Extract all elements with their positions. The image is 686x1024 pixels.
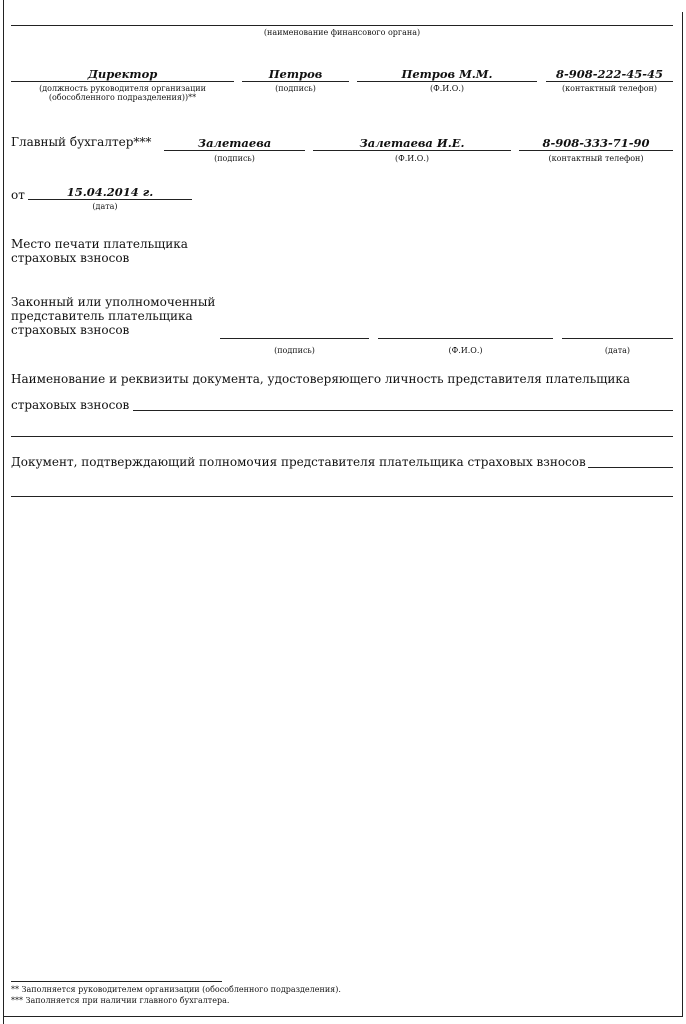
seal-label-line2: страховых взносов (11, 251, 130, 265)
page-border-left (3, 0, 4, 1024)
representative-signature-caption: (подпись) (274, 346, 315, 355)
representative-signature-line[interactable] (220, 338, 369, 339)
accountant-phone-value[interactable]: 8-908-333-71-90 (542, 136, 650, 150)
director-position-value[interactable]: Директор (87, 67, 158, 81)
director-phone-line (546, 81, 673, 82)
director-name-value[interactable]: Петров М.М. (401, 67, 493, 81)
identity-doc-label-line1: Наименование и реквизиты документа, удостоверяющего личность представителя плательщика (11, 372, 631, 386)
director-position-line (11, 81, 234, 82)
identity-doc-field-line[interactable] (133, 410, 673, 411)
footnote-1: ** Заполняется руководителем организации (обособленного подразделения). (11, 985, 341, 994)
financial-organ-line (11, 25, 673, 26)
footnote-2: *** Заполняется при наличии главного бухгалтера. (11, 996, 230, 1005)
director-signature-value[interactable]: Петров (268, 67, 323, 81)
identity-doc-field-line-2[interactable] (11, 436, 673, 437)
accountant-signature-value[interactable]: Залетаева (197, 136, 272, 150)
authority-doc-field-line[interactable] (588, 467, 673, 468)
director-position-caption-1: (должность руководителя организации (39, 84, 206, 93)
representative-name-caption: (Ф.И.О.) (448, 346, 483, 355)
director-signature-caption: (подпись) (275, 84, 316, 93)
director-name-line (357, 81, 537, 82)
accountant-name-value[interactable]: Залетаева И.Е. (359, 136, 465, 150)
date-prefix: от (11, 188, 25, 202)
representative-date-caption: (дата) (604, 346, 631, 355)
accountant-name-line (313, 150, 511, 151)
date-caption: (дата) (92, 202, 118, 211)
seal-label-line1: Место печати плательщика (11, 237, 188, 251)
page-border-right (682, 12, 683, 1017)
director-phone-value[interactable]: 8-908-222-45-45 (555, 67, 664, 81)
representative-label-line2: представитель плательщика (11, 309, 193, 323)
accountant-phone-caption: (контактный телефон) (548, 154, 644, 163)
representative-date-line[interactable] (562, 338, 673, 339)
accountant-label: Главный бухгалтер*** (11, 135, 152, 149)
representative-label-line3: страховых взносов (11, 323, 130, 337)
representative-label-line1: Законный или уполномоченный (11, 295, 216, 309)
date-line (28, 199, 192, 200)
accountant-phone-line (519, 150, 673, 151)
page-border-bottom (3, 1016, 683, 1017)
date-value[interactable]: 15.04.2014 г. (66, 185, 154, 199)
footnote-separator (11, 981, 222, 982)
authority-doc-label: Документ, подтверждающий полномочия представителя плательщика страховых взносов (11, 455, 586, 469)
identity-doc-label-line2: страховых взносов (11, 398, 130, 412)
director-name-caption: (Ф.И.О.) (429, 84, 465, 93)
director-signature-line (242, 81, 349, 82)
financial-organ-caption: (наименование финансового органа) (263, 28, 421, 37)
director-position-caption-2: (обособленного подразделения))** (48, 93, 197, 102)
authority-doc-field-line-2[interactable] (11, 496, 673, 497)
director-phone-caption: (контактный телефон) (562, 84, 657, 93)
accountant-signature-line (164, 150, 305, 151)
representative-name-line[interactable] (378, 338, 553, 339)
accountant-name-caption: (Ф.И.О.) (394, 154, 430, 163)
accountant-signature-caption: (подпись) (214, 154, 255, 163)
